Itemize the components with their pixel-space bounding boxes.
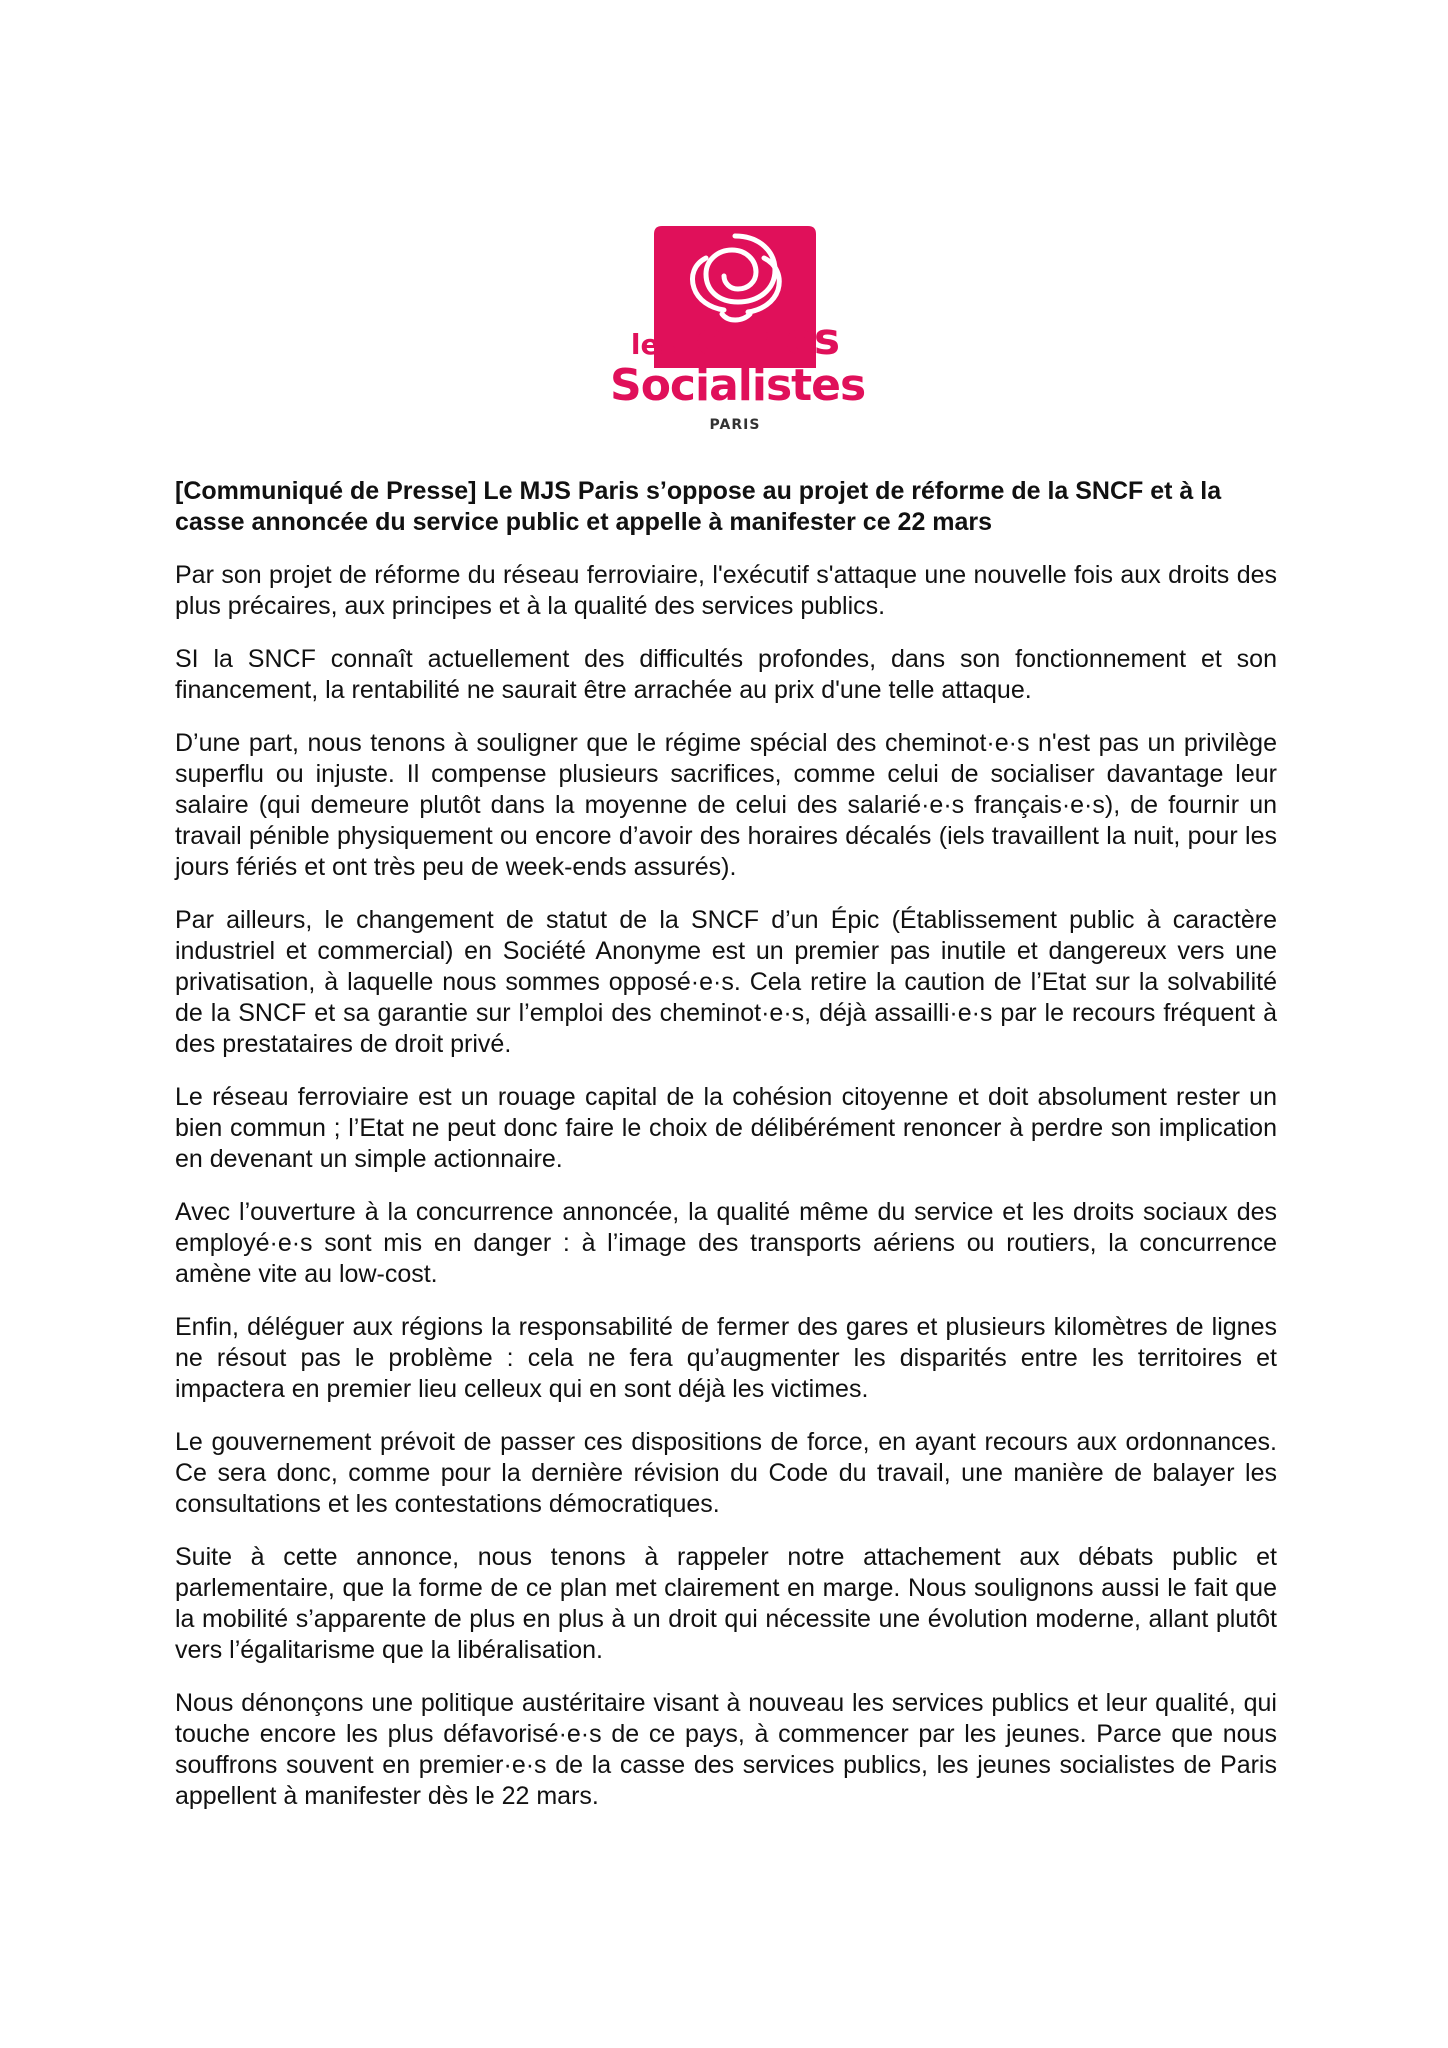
logo-line1 bbox=[610, 314, 860, 365]
paragraph-1: Par son projet de réforme du réseau ferroviaire, l'exécutif s'attaque une nouvelle fois aux droits des plus précaires, aux principes et à la qualité des services publics. bbox=[175, 561, 1277, 620]
press-release-body bbox=[175, 476, 1277, 1834]
paragraph-6: Avec l’ouverture à la concurrence annoncée, la qualité même du service et les droits sociaux des employé·e·s sont mis en danger : à l’image des transports aériens ou routiers, la concurrence amène vite au low-cost. bbox=[175, 1198, 1277, 1288]
logo-les: les bbox=[630, 328, 677, 361]
paragraph-2: SI la SNCF connaît actuellement des difficultés profondes, dans son fonctionnement et son financement, la rentabilité ne saurait être arrachée au prix d'une telle attaque. bbox=[175, 645, 1277, 704]
paragraph-7: Enfin, déléguer aux régions la responsabilité de fermer des gares et plusieurs kilomètres de lignes ne résout pas le problème : cela ne fera qu’augmenter les disparités entre les territoires et impactera en premier lieu celleux qui en sont déjà les victimes. bbox=[175, 1313, 1277, 1403]
paragraph-5: Le réseau ferroviaire est un rouage capital de la cohésion citoyenne et doit absolument rester un bien commun ; l’Etat ne peut donc faire le choix de délibérément renoncer à perdre son implication en devenant un simple actionnaire. bbox=[175, 1083, 1277, 1173]
logo-city: PARIS bbox=[709, 417, 761, 433]
logo bbox=[610, 218, 866, 433]
paragraph-9: Suite à cette annonce, nous tenons à rappeler notre attachement aux débats public et parlementaire, que la forme de ce plan met clairement en marge. Nous soulignons aussi le fait que la mobilité s’apparente de plus en plus à un droit qui nécessite une évolution moderne, allant plutôt vers l’égalitarisme que la libéralisation. bbox=[175, 1543, 1277, 1664]
paragraph-10: Nous dénonçons une politique austéritaire visant à nouveau les services publics et leur qualité, qui touche encore les plus défavorisé·e·s de ce pays, à commencer par les jeunes. Parce que nous souffrons souvent en premier·e·s de la casse des services publics, les jeunes socialistes de Paris appellent à manifester dès le 22 mars. bbox=[175, 1689, 1277, 1810]
paragraph-8: Le gouvernement prévoit de passer ces dispositions de force, en ayant recours aux ordonnances. Ce sera donc, comme pour la dernière révision du Code du travail, une manière de balayer les consultations et les contestations démocratiques. bbox=[175, 1428, 1277, 1518]
logo-jeunes: Jeunes bbox=[680, 314, 840, 365]
press-release-headline: [Communiqué de Presse] Le MJS Paris s’oppose au projet de réforme de la SNCF et à la casse annoncée du service public et appelle à manifester ce 22 mars bbox=[175, 477, 1222, 536]
paragraph-4: Par ailleurs, le changement de statut de la SNCF d’un Épic (Établissement public à caractère industriel et commercial) en Société Anonyme est un premier pas inutile et dangereux vers une privatisation, à laquelle nous sommes opposé·e·s. Cela retire la caution de l’Etat sur la solvabilité de la SNCF et sa garantie sur l’emploi des cheminot·e·s, déjà assailli·e·s par le recours fréquent à des prestataires de droit privé. bbox=[175, 906, 1277, 1058]
logo-lettering bbox=[610, 314, 866, 433]
logo-socialistes: Socialistes bbox=[610, 360, 866, 411]
paragraph-3: D’une part, nous tenons à souligner que le régime spécial des cheminot·e·s n'est pas un privilège superflu ou injuste. Il compense plusieurs sacrifices, comme celui de socialiser davantage leur salaire (qui demeure plutôt dans la moyenne de celui des salarié·e·s français·e·s), de fournir un travail pénible physiquement ou encore d’avoir des horaires décalés (iels travaillent la nuit, pour les jours fériés et ont très peu de week-ends assurés). bbox=[175, 729, 1277, 881]
